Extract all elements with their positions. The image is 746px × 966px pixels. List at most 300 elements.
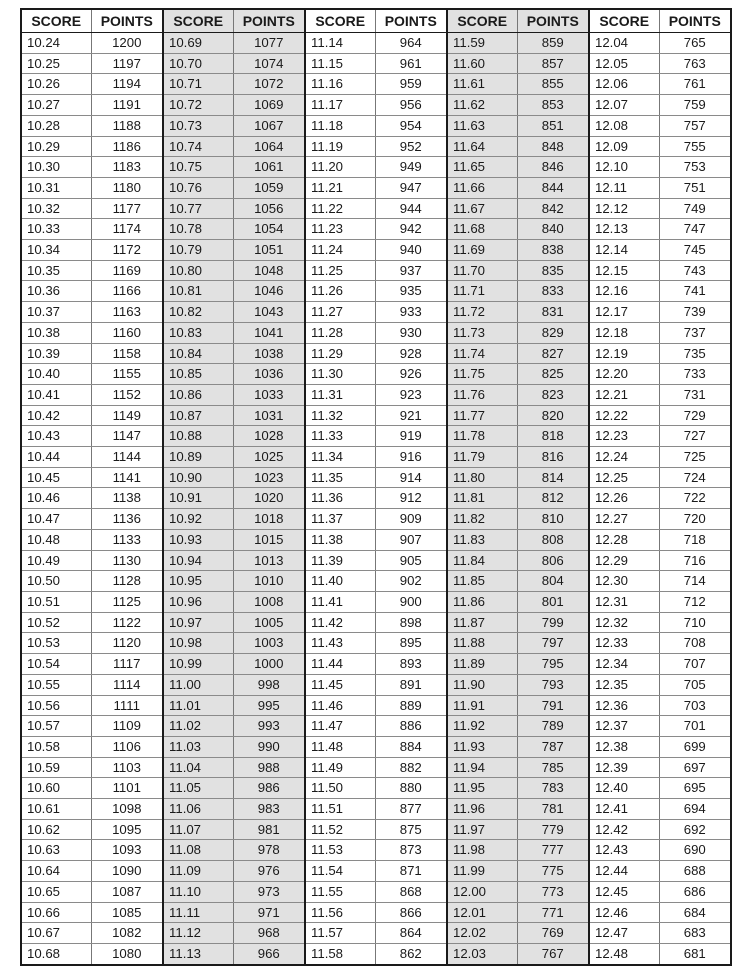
points-cell: 891 — [375, 674, 447, 695]
points-cell: 990 — [233, 736, 305, 757]
table-row — [21, 550, 731, 571]
score-cell: 12.15 — [589, 260, 659, 281]
points-cell: 940 — [375, 240, 447, 261]
points-cell: 787 — [517, 736, 589, 757]
points-cell: 1122 — [91, 612, 163, 633]
score-cell: 11.70 — [447, 260, 517, 281]
score-cell: 12.22 — [589, 405, 659, 426]
score-cell: 11.12 — [163, 923, 233, 944]
score-cell: 10.76 — [163, 177, 233, 198]
score-cell: 10.97 — [163, 612, 233, 633]
score-cell: 10.83 — [163, 322, 233, 343]
score-cell: 10.37 — [21, 302, 91, 323]
score-cell: 11.94 — [447, 757, 517, 778]
score-cell: 11.01 — [163, 695, 233, 716]
points-cell: 1025 — [233, 447, 305, 468]
score-cell: 10.84 — [163, 343, 233, 364]
points-cell: 806 — [517, 550, 589, 571]
points-cell: 684 — [659, 902, 731, 923]
score-cell: 11.29 — [305, 343, 375, 364]
score-cell: 11.69 — [447, 240, 517, 261]
score-cell: 11.89 — [447, 654, 517, 675]
points-cell: 818 — [517, 426, 589, 447]
points-cell: 1051 — [233, 240, 305, 261]
points-cell: 1188 — [91, 115, 163, 136]
score-cell: 10.90 — [163, 467, 233, 488]
score-cell: 11.15 — [305, 53, 375, 74]
table-row — [21, 136, 731, 157]
score-cell: 10.92 — [163, 509, 233, 530]
points-cell: 810 — [517, 509, 589, 530]
points-cell: 761 — [659, 74, 731, 95]
points-cell: 998 — [233, 674, 305, 695]
score-column-header: SCORE — [305, 9, 375, 33]
score-cell: 10.91 — [163, 488, 233, 509]
points-cell: 729 — [659, 405, 731, 426]
score-cell: 10.48 — [21, 529, 91, 550]
points-cell: 735 — [659, 343, 731, 364]
points-cell: 838 — [517, 240, 589, 261]
points-cell: 886 — [375, 716, 447, 737]
points-cell: 848 — [517, 136, 589, 157]
points-cell: 909 — [375, 509, 447, 530]
table-row — [21, 509, 731, 530]
table-row — [21, 157, 731, 178]
score-cell: 10.61 — [21, 799, 91, 820]
points-cell: 795 — [517, 654, 589, 675]
points-cell: 745 — [659, 240, 731, 261]
points-cell: 855 — [517, 74, 589, 95]
points-column-header: POINTS — [233, 9, 305, 33]
points-cell: 933 — [375, 302, 447, 323]
points-cell: 1200 — [91, 33, 163, 54]
score-cell: 11.27 — [305, 302, 375, 323]
points-cell: 718 — [659, 529, 731, 550]
points-cell: 683 — [659, 923, 731, 944]
points-cell: 801 — [517, 591, 589, 612]
score-cell: 11.57 — [305, 923, 375, 944]
points-cell: 1082 — [91, 923, 163, 944]
score-cell: 12.41 — [589, 799, 659, 820]
points-cell: 937 — [375, 260, 447, 281]
score-cell: 11.17 — [305, 95, 375, 116]
points-cell: 1183 — [91, 157, 163, 178]
points-cell: 724 — [659, 467, 731, 488]
table-row — [21, 881, 731, 902]
points-cell: 785 — [517, 757, 589, 778]
points-cell: 1172 — [91, 240, 163, 261]
score-cell: 10.47 — [21, 509, 91, 530]
points-cell: 694 — [659, 799, 731, 820]
points-cell: 1015 — [233, 529, 305, 550]
score-cell: 12.38 — [589, 736, 659, 757]
points-cell: 767 — [517, 943, 589, 964]
score-cell: 11.50 — [305, 778, 375, 799]
score-cell: 11.39 — [305, 550, 375, 571]
points-cell: 737 — [659, 322, 731, 343]
points-cell: 1144 — [91, 447, 163, 468]
score-cell: 11.84 — [447, 550, 517, 571]
points-cell: 1138 — [91, 488, 163, 509]
points-cell: 956 — [375, 95, 447, 116]
score-cell: 11.03 — [163, 736, 233, 757]
table-row — [21, 95, 731, 116]
points-cell: 959 — [375, 74, 447, 95]
points-cell: 739 — [659, 302, 731, 323]
table-row — [21, 529, 731, 550]
table-row — [21, 591, 731, 612]
score-cell: 12.00 — [447, 881, 517, 902]
points-cell: 954 — [375, 115, 447, 136]
score-cell: 12.43 — [589, 840, 659, 861]
table-row — [21, 364, 731, 385]
score-cell: 11.98 — [447, 840, 517, 861]
score-cell: 12.05 — [589, 53, 659, 74]
score-cell: 12.46 — [589, 902, 659, 923]
score-cell: 10.52 — [21, 612, 91, 633]
points-cell: 842 — [517, 198, 589, 219]
score-cell: 10.85 — [163, 364, 233, 385]
points-cell: 871 — [375, 861, 447, 882]
score-cell: 10.45 — [21, 467, 91, 488]
score-cell: 11.14 — [305, 33, 375, 54]
points-cell: 783 — [517, 778, 589, 799]
table-body — [21, 33, 731, 965]
score-cell: 11.20 — [305, 157, 375, 178]
score-cell: 12.29 — [589, 550, 659, 571]
score-cell: 11.79 — [447, 447, 517, 468]
score-cell: 11.68 — [447, 219, 517, 240]
table-row — [21, 74, 731, 95]
score-cell: 10.46 — [21, 488, 91, 509]
score-cell: 11.35 — [305, 467, 375, 488]
points-cell: 1069 — [233, 95, 305, 116]
score-cell: 12.08 — [589, 115, 659, 136]
score-cell: 12.01 — [447, 902, 517, 923]
score-cell: 10.71 — [163, 74, 233, 95]
score-cell: 10.51 — [21, 591, 91, 612]
table-row — [21, 198, 731, 219]
points-cell: 875 — [375, 819, 447, 840]
score-cell: 10.53 — [21, 633, 91, 654]
points-cell: 751 — [659, 177, 731, 198]
score-cell: 10.75 — [163, 157, 233, 178]
points-cell: 1054 — [233, 219, 305, 240]
points-cell: 1041 — [233, 322, 305, 343]
score-cell: 10.55 — [21, 674, 91, 695]
score-cell: 10.88 — [163, 426, 233, 447]
score-cell: 10.27 — [21, 95, 91, 116]
points-cell: 882 — [375, 757, 447, 778]
points-cell: 1141 — [91, 467, 163, 488]
points-cell: 1080 — [91, 943, 163, 964]
score-cell: 11.85 — [447, 571, 517, 592]
points-cell: 952 — [375, 136, 447, 157]
score-cell: 10.30 — [21, 157, 91, 178]
score-cell: 10.38 — [21, 322, 91, 343]
score-points-table — [20, 8, 732, 966]
score-cell: 11.45 — [305, 674, 375, 695]
points-cell: 1077 — [233, 33, 305, 54]
score-cell: 12.18 — [589, 322, 659, 343]
score-cell: 10.29 — [21, 136, 91, 157]
table-row — [21, 467, 731, 488]
points-cell: 720 — [659, 509, 731, 530]
score-cell: 10.26 — [21, 74, 91, 95]
score-cell: 11.59 — [447, 33, 517, 54]
score-cell: 10.39 — [21, 343, 91, 364]
points-cell: 823 — [517, 384, 589, 405]
score-cell: 11.23 — [305, 219, 375, 240]
score-cell: 11.63 — [447, 115, 517, 136]
score-cell: 12.02 — [447, 923, 517, 944]
points-cell: 775 — [517, 861, 589, 882]
score-cell: 11.58 — [305, 943, 375, 964]
points-cell: 1087 — [91, 881, 163, 902]
points-cell: 916 — [375, 447, 447, 468]
score-cell: 12.37 — [589, 716, 659, 737]
points-cell: 902 — [375, 571, 447, 592]
points-cell: 1008 — [233, 591, 305, 612]
score-cell: 12.24 — [589, 447, 659, 468]
score-cell: 11.54 — [305, 861, 375, 882]
score-cell: 11.49 — [305, 757, 375, 778]
points-cell: 804 — [517, 571, 589, 592]
table-row — [21, 426, 731, 447]
score-cell: 12.26 — [589, 488, 659, 509]
points-cell: 733 — [659, 364, 731, 385]
points-cell: 827 — [517, 343, 589, 364]
table-row — [21, 861, 731, 882]
score-cell: 11.82 — [447, 509, 517, 530]
score-cell: 11.52 — [305, 819, 375, 840]
points-cell: 961 — [375, 53, 447, 74]
score-cell: 10.89 — [163, 447, 233, 468]
score-cell: 11.06 — [163, 799, 233, 820]
score-cell: 12.12 — [589, 198, 659, 219]
points-cell: 877 — [375, 799, 447, 820]
score-cell: 10.28 — [21, 115, 91, 136]
score-cell: 12.39 — [589, 757, 659, 778]
score-cell: 12.04 — [589, 33, 659, 54]
score-cell: 11.87 — [447, 612, 517, 633]
table-row — [21, 343, 731, 364]
score-cell: 11.56 — [305, 902, 375, 923]
score-cell: 11.81 — [447, 488, 517, 509]
score-cell: 10.77 — [163, 198, 233, 219]
points-cell: 898 — [375, 612, 447, 633]
points-cell: 1114 — [91, 674, 163, 695]
score-cell: 11.28 — [305, 322, 375, 343]
score-cell: 12.36 — [589, 695, 659, 716]
table-row — [21, 674, 731, 695]
points-cell: 995 — [233, 695, 305, 716]
points-cell: 1018 — [233, 509, 305, 530]
points-cell: 914 — [375, 467, 447, 488]
score-cell: 10.64 — [21, 861, 91, 882]
score-cell: 10.66 — [21, 902, 91, 923]
score-cell: 11.88 — [447, 633, 517, 654]
score-cell: 11.10 — [163, 881, 233, 902]
score-cell: 10.56 — [21, 695, 91, 716]
score-cell: 12.17 — [589, 302, 659, 323]
score-cell: 11.05 — [163, 778, 233, 799]
score-cell: 12.44 — [589, 861, 659, 882]
score-cell: 11.37 — [305, 509, 375, 530]
score-cell: 11.76 — [447, 384, 517, 405]
points-cell: 1036 — [233, 364, 305, 385]
score-cell: 10.41 — [21, 384, 91, 405]
points-cell: 773 — [517, 881, 589, 902]
points-cell: 921 — [375, 405, 447, 426]
score-cell: 10.94 — [163, 550, 233, 571]
score-cell: 11.18 — [305, 115, 375, 136]
points-cell: 844 — [517, 177, 589, 198]
score-cell: 11.34 — [305, 447, 375, 468]
score-cell: 11.66 — [447, 177, 517, 198]
points-cell: 983 — [233, 799, 305, 820]
score-cell: 12.30 — [589, 571, 659, 592]
score-cell: 10.24 — [21, 33, 91, 54]
score-column-header: SCORE — [589, 9, 659, 33]
points-cell: 1074 — [233, 53, 305, 74]
points-cell: 753 — [659, 157, 731, 178]
points-cell: 1072 — [233, 74, 305, 95]
table-row — [21, 943, 731, 964]
points-cell: 755 — [659, 136, 731, 157]
score-cell: 12.28 — [589, 529, 659, 550]
points-cell: 868 — [375, 881, 447, 902]
points-cell: 1174 — [91, 219, 163, 240]
score-cell: 10.99 — [163, 654, 233, 675]
points-cell: 926 — [375, 364, 447, 385]
points-cell: 930 — [375, 322, 447, 343]
points-cell: 1130 — [91, 550, 163, 571]
points-cell: 1043 — [233, 302, 305, 323]
points-cell: 964 — [375, 33, 447, 54]
score-cell: 11.08 — [163, 840, 233, 861]
score-cell: 10.34 — [21, 240, 91, 261]
points-cell: 1059 — [233, 177, 305, 198]
score-cell: 12.16 — [589, 281, 659, 302]
points-cell: 1023 — [233, 467, 305, 488]
points-cell: 757 — [659, 115, 731, 136]
points-cell: 864 — [375, 923, 447, 944]
score-cell: 11.24 — [305, 240, 375, 261]
points-cell: 1033 — [233, 384, 305, 405]
score-cell: 10.50 — [21, 571, 91, 592]
table-row — [21, 447, 731, 468]
score-cell: 10.54 — [21, 654, 91, 675]
score-cell: 11.74 — [447, 343, 517, 364]
table-row — [21, 322, 731, 343]
points-cell: 808 — [517, 529, 589, 550]
points-cell: 1028 — [233, 426, 305, 447]
table-row — [21, 633, 731, 654]
points-cell: 919 — [375, 426, 447, 447]
table-row — [21, 612, 731, 633]
score-cell: 11.62 — [447, 95, 517, 116]
score-cell: 12.34 — [589, 654, 659, 675]
points-cell: 912 — [375, 488, 447, 509]
score-cell: 11.26 — [305, 281, 375, 302]
points-cell: 971 — [233, 902, 305, 923]
points-cell: 797 — [517, 633, 589, 654]
table-row — [21, 757, 731, 778]
score-column-header: SCORE — [447, 9, 517, 33]
score-cell: 12.13 — [589, 219, 659, 240]
points-cell: 1013 — [233, 550, 305, 571]
score-cell: 12.14 — [589, 240, 659, 261]
points-cell: 793 — [517, 674, 589, 695]
score-cell: 11.67 — [447, 198, 517, 219]
score-cell: 10.57 — [21, 716, 91, 737]
points-cell: 973 — [233, 881, 305, 902]
table-row — [21, 654, 731, 675]
score-cell: 11.55 — [305, 881, 375, 902]
score-cell: 11.92 — [447, 716, 517, 737]
points-cell: 703 — [659, 695, 731, 716]
score-cell: 11.64 — [447, 136, 517, 157]
score-cell: 12.19 — [589, 343, 659, 364]
score-cell: 11.65 — [447, 157, 517, 178]
score-cell: 12.40 — [589, 778, 659, 799]
score-cell: 10.40 — [21, 364, 91, 385]
points-cell: 1095 — [91, 819, 163, 840]
score-cell: 11.31 — [305, 384, 375, 405]
points-cell: 923 — [375, 384, 447, 405]
points-cell: 701 — [659, 716, 731, 737]
points-cell: 880 — [375, 778, 447, 799]
points-cell: 862 — [375, 943, 447, 964]
table-row — [21, 695, 731, 716]
points-cell: 968 — [233, 923, 305, 944]
points-column-header: POINTS — [659, 9, 731, 33]
score-cell: 10.63 — [21, 840, 91, 861]
score-cell: 11.44 — [305, 654, 375, 675]
score-cell: 11.33 — [305, 426, 375, 447]
points-cell: 1061 — [233, 157, 305, 178]
table-row — [21, 240, 731, 261]
score-cell: 11.13 — [163, 943, 233, 964]
points-cell: 1128 — [91, 571, 163, 592]
score-cell: 10.78 — [163, 219, 233, 240]
points-cell: 1136 — [91, 509, 163, 530]
points-cell: 727 — [659, 426, 731, 447]
points-cell: 1090 — [91, 861, 163, 882]
points-cell: 722 — [659, 488, 731, 509]
points-cell: 690 — [659, 840, 731, 861]
points-cell: 779 — [517, 819, 589, 840]
points-cell: 697 — [659, 757, 731, 778]
score-cell: 10.59 — [21, 757, 91, 778]
points-cell: 799 — [517, 612, 589, 633]
score-cell: 12.11 — [589, 177, 659, 198]
score-cell: 11.96 — [447, 799, 517, 820]
points-cell: 1152 — [91, 384, 163, 405]
points-cell: 944 — [375, 198, 447, 219]
points-cell: 1197 — [91, 53, 163, 74]
points-cell: 705 — [659, 674, 731, 695]
score-cell: 12.20 — [589, 364, 659, 385]
points-cell: 981 — [233, 819, 305, 840]
score-cell: 12.48 — [589, 943, 659, 964]
points-cell: 1169 — [91, 260, 163, 281]
points-cell: 1160 — [91, 322, 163, 343]
points-cell: 935 — [375, 281, 447, 302]
score-cell: 10.49 — [21, 550, 91, 571]
table-row — [21, 115, 731, 136]
